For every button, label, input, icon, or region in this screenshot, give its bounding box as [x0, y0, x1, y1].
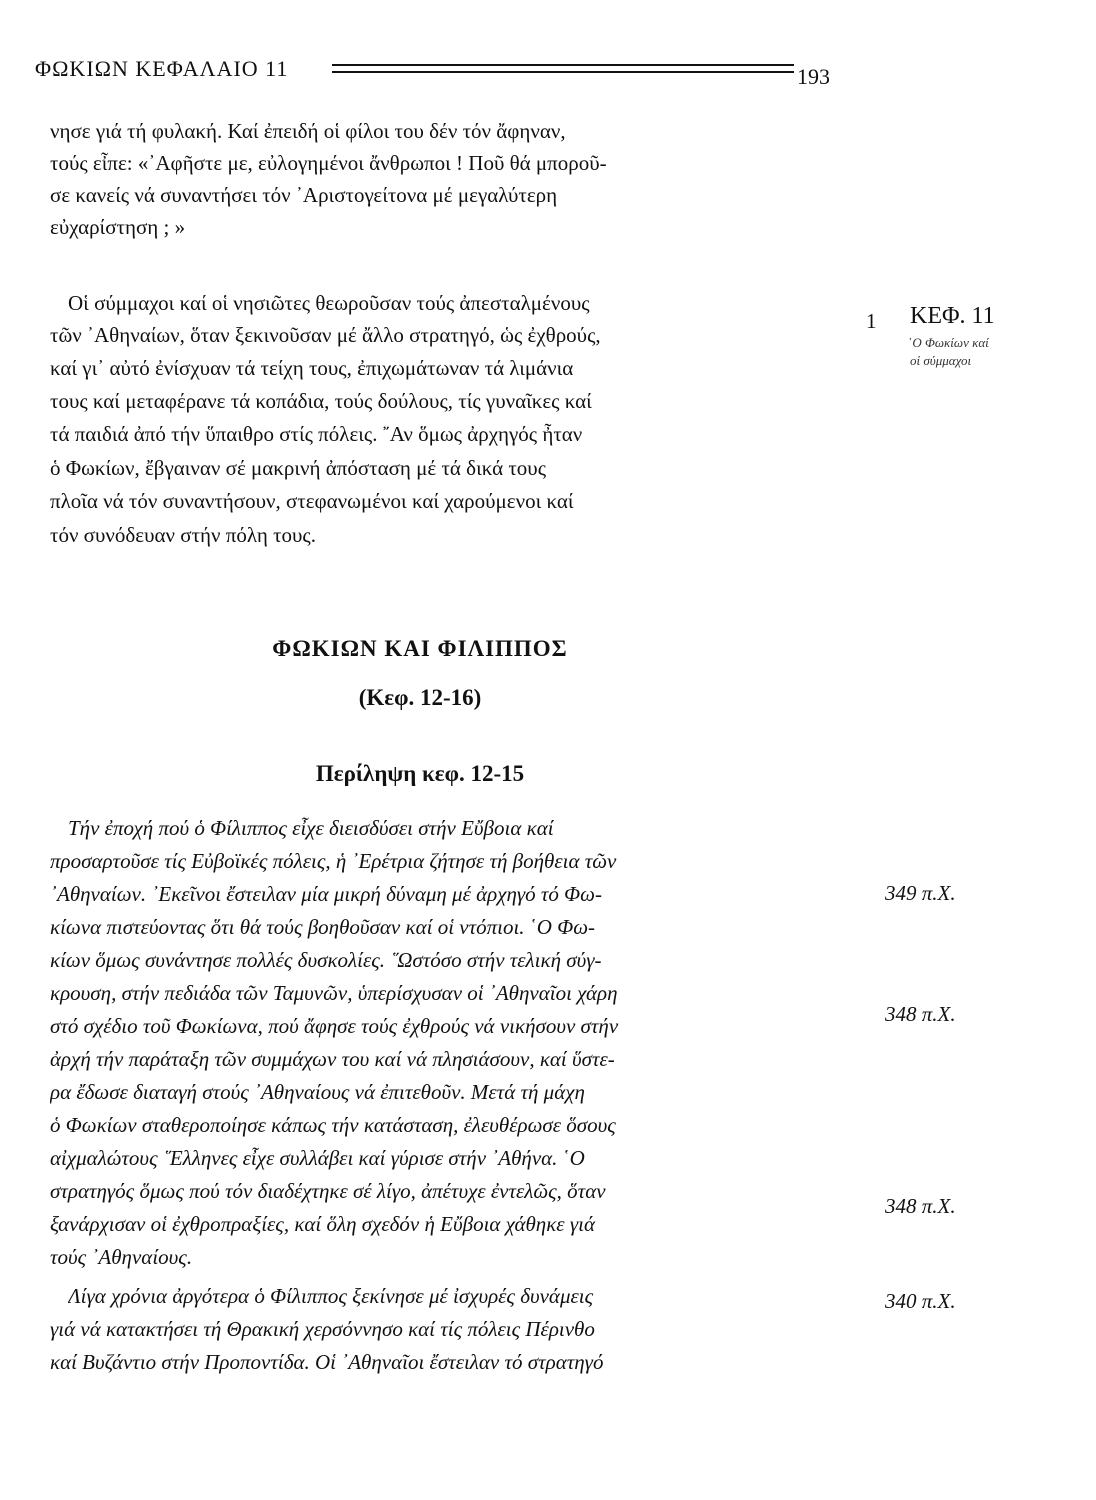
- side-note-line: ῾Ο Φωκίων καί: [908, 335, 989, 350]
- summary-line: ᾿Αθηναίων. ᾿Εκεῖνοι ἔστειλαν μία μικρή δύναμη μέ ἀρχηγό τό Φω-: [50, 882, 602, 906]
- section-range: (Κεφ. 12-16): [358, 685, 482, 710]
- para1-line: νησε γιά τή φυλακή. Καί ἐπειδή οἱ φίλοι του δέν τόν ἄφηναν,: [50, 119, 566, 143]
- para2-line: πλοῖα νά τόν συναντήσουν, στεφανωμένοι καί χαρούμενοι καί: [50, 489, 574, 513]
- summary-line: στρατηγός ὅμως πού τόν διαδέχτηκε σέ λίγο, ἀπέτυχε ἐντελῶς, ὅταν: [50, 1179, 606, 1203]
- summary-line: αἰχμαλώτους ῞Ελληνες εἶχε συλλάβει καί γύρισε στήν ᾿Αθήνα. ῾Ο: [50, 1146, 585, 1170]
- summary-line: ρα ἔδωσε διαταγή στούς ᾿Αθηναίους νά ἐπιτεθοῦν. Μετά τή μάχη: [50, 1080, 585, 1104]
- para2-line: ὁ Φωκίων, ἔβγαιναν σέ μακρινή ἀπόσταση μέ τά δικά τους: [50, 456, 547, 480]
- header-rule: [332, 64, 794, 73]
- page-number: 193: [797, 64, 830, 89]
- summary-line: ξανάρχισαν οἱ ἐχθροπραξίες, καί ὅλη σχεδόν ἡ Εὔβοια χάθηκε γιά: [50, 1212, 595, 1236]
- para2-line: τόν συνόδευαν στήν πόλη τους.: [50, 523, 316, 547]
- side-note-heading: ΚΕΦ. 11: [910, 303, 995, 329]
- para2-line: καί γι᾿ αὐτό ἐνίσχυαν τά τείχη τους, ἐπιχωμάτωναν τά λιμάνια: [50, 356, 574, 380]
- summary-line: κίων ὅμως συνάντησε πολλές δυσκολίες. ῞Ωστόσο στήν τελική σύγ-: [50, 948, 602, 972]
- summary-line: κρουση, στήν πεδιάδα τῶν Ταμυνῶν, ὑπερίσχυσαν οἱ ᾿Αθηναῖοι χάρη: [50, 981, 618, 1005]
- summary-line: ἀρχή τήν παράταξη τῶν συμμάχων του καί νά πλησιάσουν, καί ὕστε-: [50, 1047, 615, 1071]
- summary-line: καί Βυζάντιο στήν Προποντίδα. Οἱ ᾿Αθηναῖοι ἔστειλαν τό στρατηγό: [50, 1350, 604, 1374]
- para2-line: τά παιδιά ἀπό τήν ὕπαιθρο στίς πόλεις. ῎Αν ὅμως ἀρχηγός ἦταν: [50, 422, 583, 446]
- margin-date: 348 π.Χ.: [885, 1194, 956, 1218]
- summary-line: τούς ᾿Αθηναίους.: [50, 1245, 193, 1269]
- para1-line: εὐχαρίστηση ; »: [50, 215, 186, 239]
- summary-line: Λίγα χρόνια ἀργότερα ὁ Φίλιππος ξεκίνησε μέ ἰσχυρές δυνάμεις: [68, 1284, 594, 1308]
- summary-line: προσαρτοῦσε τίς Εὐβοϊκές πόλεις, ἡ ᾿Ερέτρια ζήτησε τή βοήθεια τῶν: [50, 849, 617, 873]
- para2-line: τῶν ᾿Αθηναίων, ὅταν ξεκινοῦσαν μέ ἄλλο στρατηγό, ὡς ἐχθρούς,: [50, 323, 601, 347]
- margin-date: 349 π.Χ.: [885, 881, 956, 905]
- summary-line: κίωνα πιστεύοντας ὅτι θά τούς βοηθοῦσαν καί οἱ ντόπιοι. ῾Ο Φω-: [50, 915, 596, 939]
- summary-line: ὁ Φωκίων σταθεροποίησε κάπως τήν κατάσταση, ἐλευθέρωσε ὅσους: [50, 1113, 616, 1137]
- para1-line: τούς εἶπε: «᾿Αφῆστε με, εὐλογημένοι ἄνθρωποι ! Ποῦ θά μποροῦ-: [50, 151, 607, 175]
- side-note-number: 1: [866, 309, 877, 333]
- summary-line: γιά νά κατακτήσει τή Θρακική χερσόννησο καί τίς πόλεις Πέρινθο: [50, 1317, 595, 1341]
- summary-title: Περίληψη κεφ. 12-15: [315, 761, 525, 786]
- side-note-line: οἱ σύμμαχοι: [910, 353, 972, 368]
- para1-line: σε κανείς νά συναντήσει τόν ᾿Αριστογείτονα μέ μεγαλύτερη: [50, 183, 558, 207]
- summary-line: στό σχέδιο τοῦ Φωκίωνα, πού ἄφησε τούς ἐχθρούς νά νικήσουν στήν: [50, 1014, 619, 1038]
- margin-date: 340 π.Χ.: [885, 1289, 956, 1313]
- margin-date: 348 π.Χ.: [885, 1002, 956, 1026]
- running-header-title: ΦΩΚΙΩΝ ΚΕΦΑΛΑΙΟ 11: [35, 56, 289, 81]
- summary-line: Τήν ἐποχή πού ὁ Φίλιππος εἶχε διεισδύσει στήν Εὔβοια καί: [68, 816, 554, 840]
- para2-line: τους καί μεταφέρανε τά κοπάδια, τούς δούλους, τίς γυναῖκες καί: [50, 389, 592, 413]
- section-title: ΦΩΚΙΩΝ ΚΑΙ ΦΙΛΙΠΠΟΣ: [272, 636, 568, 661]
- para2-line: Οἱ σύμμαχοι καί οἱ νησιῶτες θεωροῦσαν τούς ἀπεσταλμένους: [68, 291, 590, 315]
